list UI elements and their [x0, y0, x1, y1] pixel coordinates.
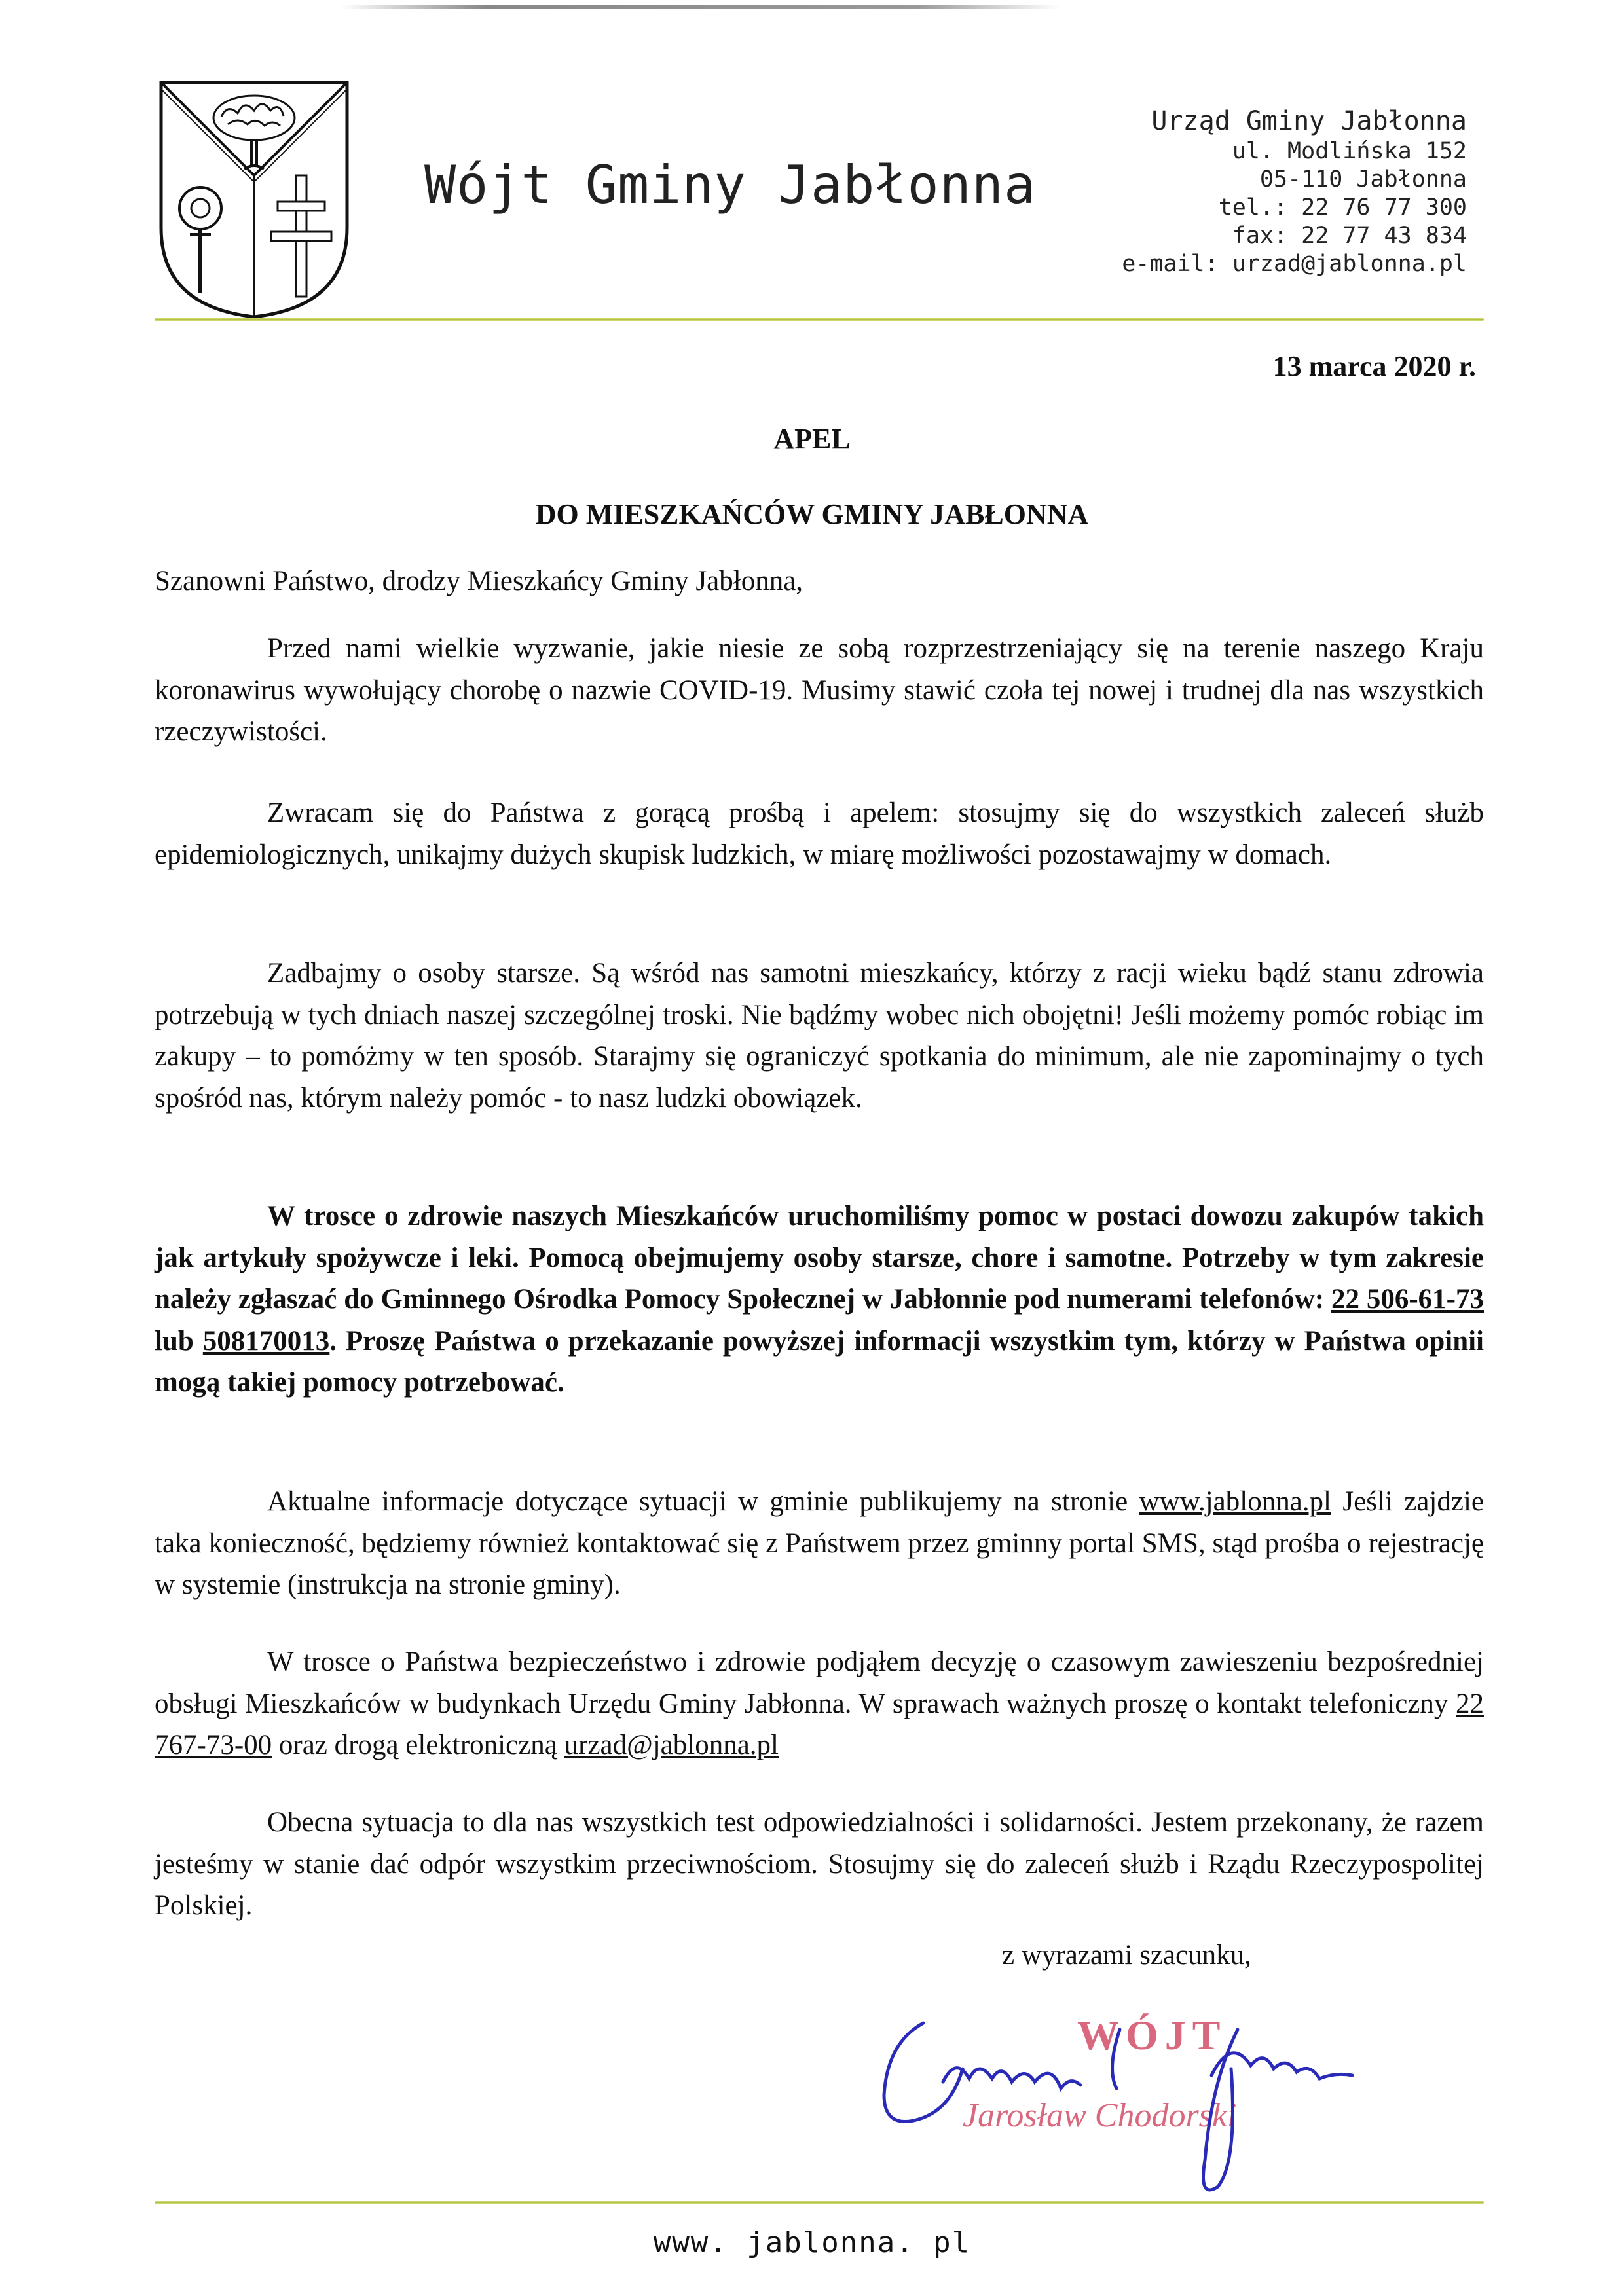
phone-link-office[interactable]: 22 767-73-00	[155, 1688, 1484, 1760]
paragraph-3-text: Zadbajmy o osoby starsze. Są wśród nas samotni mieszkańcy, którzy z racji wieku bądź stanu zdrowia potrzebują w tych dniach naszej szczególnej troski. Nie bądźmy wobec nich obojętni! Jeśli możemy pomóc robiąc im zakupy – to pomóżmy w ten sposób. Starajmy się ograniczyć spotkania do minimum, ale nie zapominajmy o tych spośród nas, którym należy pomóc - to nasz ludzki obowiązek.	[155, 958, 1484, 1114]
paragraph-4-part-a: W trosce o zdrowie naszych Mieszkańców uruchomiliśmy pomoc w postaci dowozu zakupów takich jak artykuły spożywcze i leki. Pomocą obejmujemy osoby starsze, chore i samotne. Potrzeby w tym zakresie należy zgłaszać do Gminnego Ośrodka Pomocy Społecznej w Jabłonnie pod numerami telefonów:	[155, 1201, 1484, 1315]
stamp-and-signature	[871, 1984, 1460, 2200]
salutation-text: Szanowni Państwo, drodzy Mieszkańcy Gminy Jabłonna,	[155, 566, 803, 596]
coat-of-arms-logo	[156, 77, 352, 321]
letter-date: 13 marca 2020 r.	[1272, 350, 1476, 382]
paragraph-5	[155, 1481, 1484, 1606]
contact-office: Urząd Gminy Jabłonna	[1151, 106, 1467, 136]
paragraph-7	[155, 1802, 1484, 1927]
paragraph-6-part-b: oraz drogą elektroniczną	[272, 1730, 564, 1760]
paragraph-7-text: Obecna sytuacja to dla nas wszystkich test odpowiedzialności i solidarności. Jestem przekonany, że razem jesteśmy w stanie dać odpór wszystkim przeciwnościom. Stosujmy się do zaleceń służb i Rządu Rzeczypospolitej Polskiej.	[155, 1807, 1484, 1921]
footer-website: www. jablonna. pl	[653, 2226, 971, 2259]
paragraph-3	[155, 953, 1484, 1119]
paragraph-6-part-a: W trosce o Państwa bezpieczeństwo i zdrowie podjąłem decyzję o czasowym zawieszeniu bezpośredniej obsługi Mieszkańców w budynkach Urzędu Gminy Jabłonna. W sprawach ważnych proszę o kontakt telefoniczny	[155, 1647, 1484, 1719]
salutation	[155, 560, 1484, 602]
paragraph-4-text	[155, 1195, 1484, 1404]
contact-fax: fax: 22 77 43 834	[1232, 223, 1467, 249]
paragraph-1-text: Przed nami wielkie wyzwanie, jakie niesie ze sobą rozprzestrzeniający się na terenie naszego Kraju koronawirus wywołujący chorobę o nazwie COVID-19. Musimy stawić czoła tej nowej i trudnej dla nas wszystkich rzeczywistości.	[155, 633, 1484, 747]
paragraph-2	[155, 792, 1484, 875]
stamp-title: WÓJT	[1077, 2012, 1227, 2058]
footer-rule	[155, 2201, 1484, 2204]
paragraph-4-part-b: lub	[155, 1325, 203, 1357]
heading-recipients: DO MIESZKAŃCÓW GMINY JABŁONNA	[535, 498, 1089, 530]
paragraph-5-part-a: Aktualne informacje dotyczące sytuacji w gminie publikujemy na stronie	[267, 1486, 1139, 1517]
website-link[interactable]: www.jablonna.pl	[1139, 1486, 1331, 1517]
header-title: Wójt Gminy Jabłonna	[424, 155, 1037, 215]
phone-link-gops-1[interactable]: 22 506-61-73	[1331, 1284, 1485, 1315]
paragraph-2-text: Zwracam się do Państwa z gorącą prośbą i apelem: stosujmy się do wszystkich zaleceń służb epidemiologicznych, unikajmy dużych skupisk ludzkich, w miarę możliwości pozostawajmy w domach.	[155, 797, 1484, 870]
phone-link-gops-2[interactable]: 508170013	[202, 1325, 330, 1357]
contact-street: ul. Modlińska 152	[1232, 138, 1467, 164]
heading-apel: APEL	[773, 423, 851, 455]
contact-email: e-mail: urzad@jablonna.pl	[1122, 251, 1467, 277]
contact-block	[969, 105, 1467, 278]
contact-tel: tel.: 22 76 77 300	[1218, 194, 1467, 221]
paragraph-1	[155, 628, 1484, 753]
scan-edge-line	[341, 5, 1061, 9]
header-rule	[155, 318, 1484, 321]
paragraph-6-text	[155, 1641, 1484, 1766]
paragraph-5-text	[155, 1481, 1484, 1606]
paragraph-6	[155, 1641, 1484, 1766]
paragraph-5-part-b: Jeśli zajdzie taka konieczność, będziemy również kontaktować się z Państwem przez gminny portal SMS, stąd prośba o rejestrację w systemie (instrukcja na stronie gminy).	[155, 1486, 1484, 1600]
paragraph-4	[155, 1195, 1484, 1404]
closing-text: z wyrazami szacunku,	[1002, 1940, 1251, 1971]
email-link[interactable]: urzad@jablonna.pl	[564, 1730, 779, 1760]
contact-postal: 05-110 Jabłonna	[1259, 166, 1467, 192]
stamp-name: Jarosław Chodorski	[963, 2097, 1237, 2134]
paragraph-4-part-c: . Proszę Państwa o przekazanie powyższej informacji wszystkim tym, którzy w Państwa opinii mogą takiej pomocy potrzebować.	[155, 1325, 1484, 1398]
